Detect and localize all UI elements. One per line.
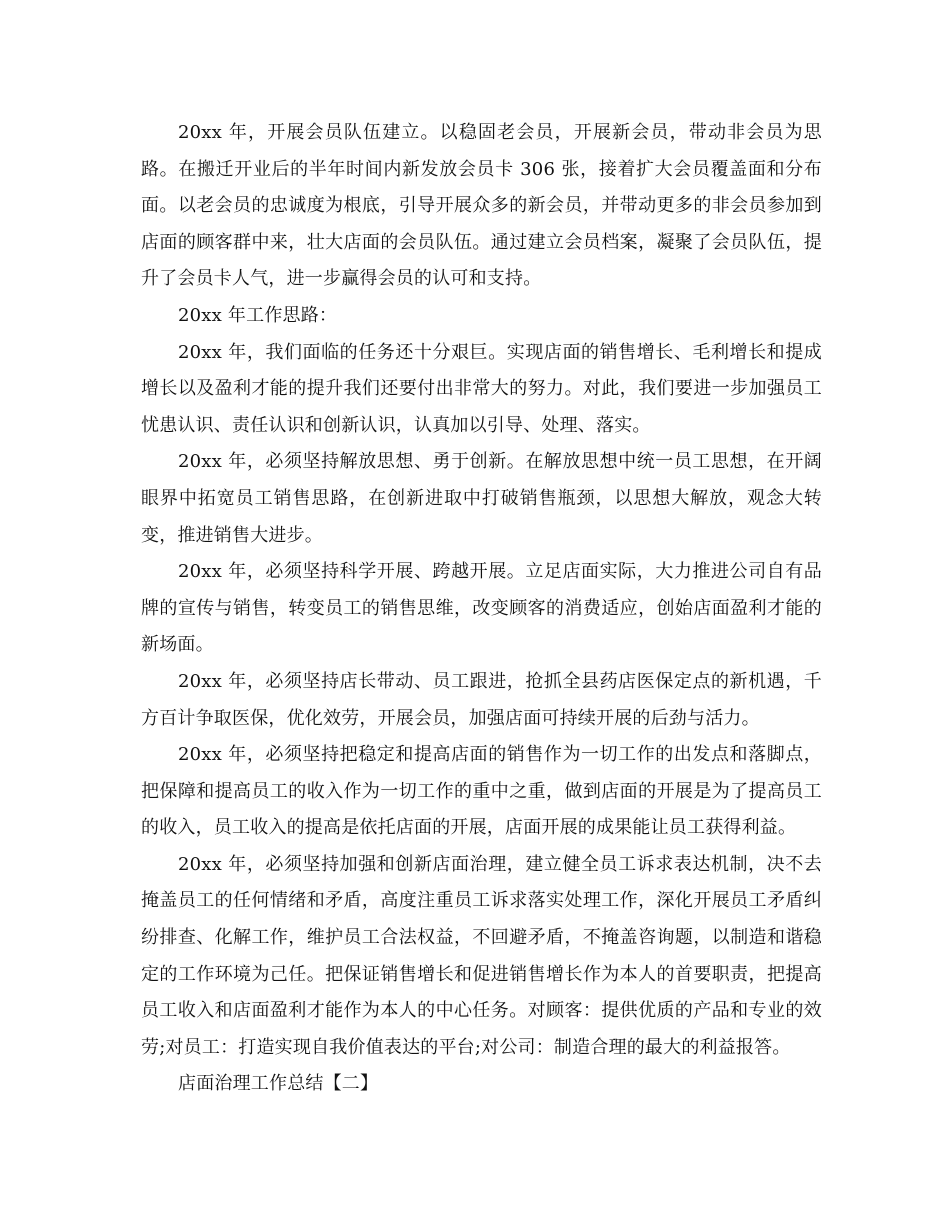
paragraph-work-ideas-heading: 20xx 年工作思路： [178, 304, 338, 326]
paragraph-tasks: 20xx 年，我们面临的任务还十分艰巨。实现店面的销售增长、毛利增长和提成增长以及盈利才能的提升我们还要付出非常大的努力。对此，我们要进一步加强员工忧患认识、责任认识和创新认识，认真加以引导、处理、落实。 [141, 341, 822, 436]
paragraph-innovation: 20xx 年，必须坚持解放思想、勇于创新。在解放思想中统一员工思想，在开阔眼界中拓宽员工销售思路，在创新进取中打破销售瓶颈，以思想大解放，观念大转变，推进销售大进步。 [141, 451, 822, 546]
section-heading: 店面治理工作总结【二】 [178, 1073, 379, 1095]
paragraph-sales-income: 20xx 年，必须坚持把稳定和提高店面的销售作为一切工作的出发点和落脚点，把保障和提高员工的收入作为一切工作的重中之重，做到店面的开展是为了提高员工的收入，员工收入的提高是依托店面的开展，店面开展的成果能让员工获得利益。 [141, 744, 822, 839]
paragraph-medical-insurance: 20xx 年，必须坚持店长带动、员工跟进，抢抓全县药店医保定点的新机遇，千方百计争取医保，优化效劳，开展会员，加强店面可持续开展的后劲与活力。 [141, 670, 822, 729]
paragraph-member-building: 20xx 年，开展会员队伍建立。以稳固老会员，开展新会员，带动非会员为思路。在搬迁开业后的半年时间内新发放会员卡 306 张，接着扩大会员覆盖面和分布面。以老会员的忠诚度为根底，引导开展众多的新会员，并带动更多的非会员参加到店面的顾客群中来，壮大店面的会员队伍。通过建立会员档案，凝聚了会员队伍，提升了会员卡人气，进一步赢得会员的认可和支持。 [141, 122, 822, 290]
paragraph-development: 20xx 年，必须坚持科学开展、跨越开展。立足店面实际，大力推进公司自有品牌的宣传与销售，转变员工的销售思维，改变顾客的消费适应，创始店面盈利才能的新场面。 [141, 561, 822, 656]
paragraph-governance: 20xx 年，必须坚持加强和创新店面治理，建立健全员工诉求表达机制，决不去掩盖员工的任何情绪和矛盾，高度注重员工诉求落实处理工作，深化开展员工矛盾纠纷排查、化解工作，维护员工合法权益，不回避矛盾，不掩盖咨询题，以制造和谐稳定的工作环境为己任。把保证销售增长和促进销售增长作为本人的首要职责，把提高员工收入和店面盈利才能作为本人的中心任务。对顾客：提供优质的产品和专业的效劳;对员工：打造实现自我价值表达的平台;对公司：制造合理的最大的利益报答。 [141, 853, 822, 1058]
